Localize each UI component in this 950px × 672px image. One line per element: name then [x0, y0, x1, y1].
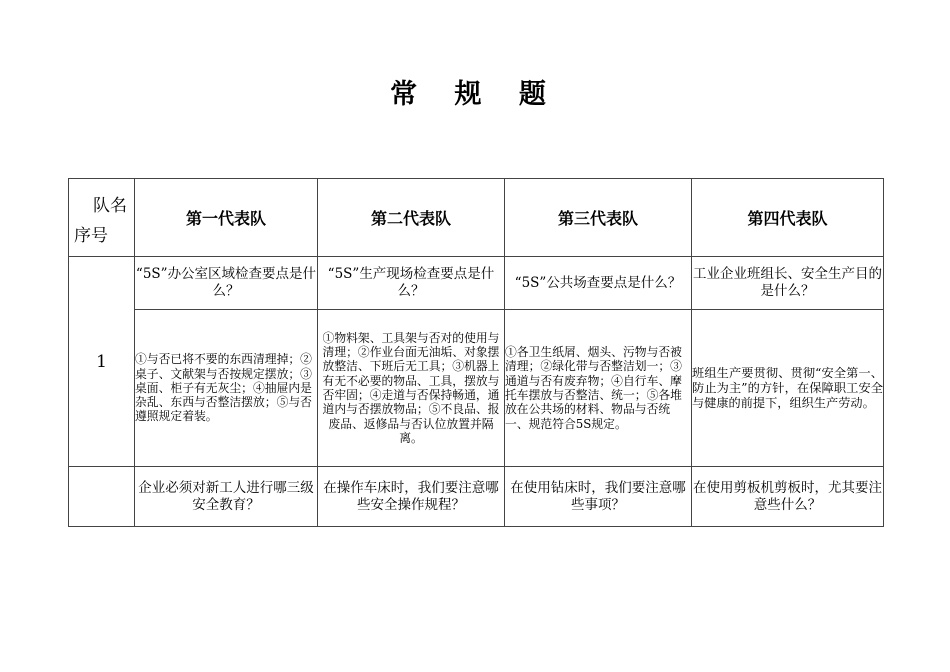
row-number: 1 — [69, 257, 135, 467]
team-name-label: 队名 — [93, 196, 127, 216]
question-cell: 在使用剪板机剪板时，尤其要注意些什么？ — [692, 467, 884, 527]
question-cell: 企业必须对新工人进行哪三级安全教育？ — [135, 467, 318, 527]
question-cell: 在使用钻床时，我们要注意哪些事项？ — [505, 467, 692, 527]
question-cell: 工业企业班组长、安全生产目的是什么？ — [692, 257, 884, 310]
answer-cell: ①各卫生纸屑、烟头、污物与否被清理；②绿化带与否整洁划一；③通道与否有废弃物；④自行车、摩托车摆放与否整洁、统一；⑤各堆放在公共场的材料、物品与否统一、规范符合5S规定。 — [505, 310, 692, 467]
answer-cell: 班组生产要贯彻、贯彻“安全第一、防止为主”的方针，在保障职工安全与健康的前提下，组织生产劳动。 — [692, 310, 884, 467]
question-cell: 在操作车床时，我们要注意哪些安全操作规程？ — [318, 467, 505, 527]
team-4-header: 第四代表队 — [692, 179, 884, 257]
question-table — [68, 178, 884, 527]
team-1-header: 第一代表队 — [135, 179, 318, 257]
question-row-1 — [69, 257, 884, 310]
sequence-number-label: 序号 — [74, 226, 108, 246]
answer-cell: ①与否已将不要的东西清理掉；②桌子、文献架与否按规定摆放；③桌面、柜子有无灰尘；④抽屉内是杂乱、东西与否整洁摆放；⑤与否遵照规定着装。 — [135, 310, 318, 467]
corner-cell — [69, 179, 135, 257]
question-row-2 — [69, 467, 884, 527]
question-cell: “5S”生产现场检查要点是什么？ — [318, 257, 505, 310]
row-number — [69, 467, 135, 527]
team-2-header: 第二代表队 — [318, 179, 505, 257]
question-cell: “5S”办公室区域检查要点是什么？ — [135, 257, 318, 310]
page-title: 常 规 题 — [390, 79, 560, 110]
team-3-header: 第三代表队 — [505, 179, 692, 257]
header-row — [69, 179, 884, 257]
answer-cell: ①物料架、工具架与否对的使用与清理；②作业台面无油垢、对象摆放整洁、下班后无工具；③机器上有无不必要的物品、工具，摆放与否牢固；④走道与否保持畅通，通道内与否摆放物品；⑤不良品、报废品、返修品与否认位放置并隔离。 — [318, 310, 505, 467]
question-cell: “5S”公共场查要点是什么？ — [505, 257, 692, 310]
answer-row-1 — [69, 310, 884, 467]
